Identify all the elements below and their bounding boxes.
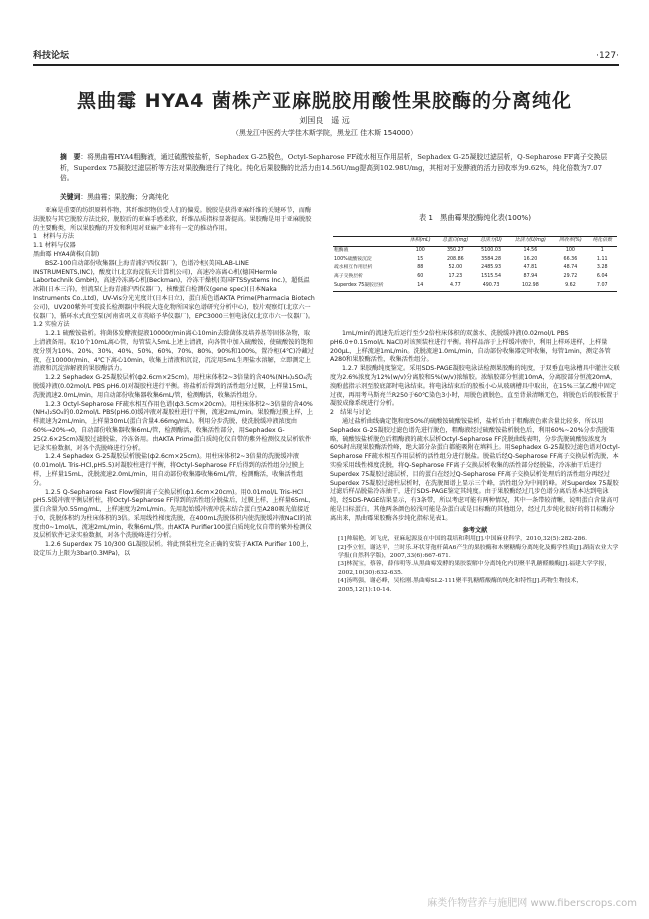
table-cell: 5100.03 [481, 247, 501, 253]
table-cell: 离子交换层析 [334, 274, 363, 280]
table-cell: 3584.28 [481, 256, 501, 262]
table-row [333, 273, 617, 282]
table-cell: 3.28 [596, 265, 608, 271]
section-heading: 黑曲霉 HYA4菌株(自制) [33, 250, 100, 258]
table-row [333, 264, 617, 273]
paragraph: 1.2.3 Octyl-Sepharose FF疏水相互作用色谱(ф3.5cm×20cm)。用柱床体积2~3倍量的含40%(NH₄)₂SO₄的0.02mol/L PBS(pH6.0)缓冲液对凝胶柱进行平衡，流速2mL/min。果胶酶过膜上样，上样流速为2mL/min，上样量30mL(蛋白含量4.66mg/mL)。利用分步洗脱，使洗脱缓冲液浓度由60%→20%→0，自动部份收集器收集6mL/管，检测酶活，收集活性部分，用Sephadex G-25(2.6×25cm)凝胶过滤脱盐，冷冻备用。由AKTA Prime蛋白质纯化仪自带的紫外检测仪及层析软件记录实验数据，对各个洗脱峰进行分析。 [33, 400, 314, 452]
table-cell: 100 [565, 247, 575, 253]
table-cell: 66.36 [563, 256, 578, 262]
table-cell: 48.74 [563, 265, 578, 271]
table-row [333, 282, 617, 291]
section-label: 科技论坛 [33, 51, 70, 61]
table-cell: Superdex 75凝胶层析 [333, 282, 405, 291]
paragraph: 1.2.5 Q-Sepharose Fast Flow强阴离子交换层析(ф1.6cm×20cm)。用0.01mol/L Tris-HCl pH5.5缓冲液平衡层析柱，将Octyl-Sepharose FF得到的活性组分脱盐后，过膜上样，上样量65mL，蛋白含量为0.55mg/mL，上样速度为2mL/min。先用起始缓冲液冲洗未结合蛋白至A280吸光值接近于0，洗脱体积约为柱床体积的3倍。采用线性梯度洗脱，在400mL洗脱体积内使洗脱缓冲液NaCl的浓度由0~1mol/L，流速2mL/min，收集6mL/管。由AKTA Purifier100蛋白质纯化仪自带的紫外检测仪及层析软件记录实验数据，对各个洗脱峰进行分析。 [33, 488, 315, 540]
table-cell: 60 [417, 274, 424, 280]
reference-item: [1]帅瑞艳，刘飞虎，亚麻起源及在中国的栽培和利用[J].中国麻业科学，2010,32(5):282-286. [338, 536, 588, 543]
table-cell: 87.94 [523, 274, 538, 280]
table-cell: 1.11 [596, 256, 608, 262]
table-cell: 490.73 [475, 282, 508, 291]
table-cell: 7.07 [588, 282, 617, 291]
table-cell: 14.56 [523, 247, 538, 253]
paragraph: 1.2.7 果胶酶纯度鉴定。采用SDS-PAGE凝胶电泳法检测果胶酶的纯度，于双垂直电泳槽具中灌注交联度为2.6%浓度为12%(w/v)分离胶和5%(w/v)浓缩胶。浓缩胶部分恒流10mA，分离胶部分恒流20mA，溴酚蓝指示剂至胶底部时电泳结束。将电泳结束后的胶板小心从玻璃槽具中取出，在15%三氯乙酸中固定过夜，再用考马斯亮兰R250于60℃染色3小时，用脱色液脱色，直至背景清晰无色，将脱色后的胶板置于凝胶成像系统进行分析。 [330, 365, 620, 408]
table-header-cell: 回收率(%) [553, 237, 587, 247]
purification-table [333, 236, 617, 292]
reference-item: [4]汤鸣强，谢必峰，吴松刚.黑曲霉SL2-111聚半乳糖醛酸酶的纯化和特性[J].药物生物技术，2005,12(1):10-14. [338, 578, 583, 593]
paragraph: 1.2.6 Superdex 75 10/300 GL凝胶层析。将此预装柱完全正确的安装于AKTA Purifier 100上，设定压力上限为3bar(0.3MPa)，以 [33, 541, 313, 558]
page-header [33, 50, 619, 66]
paragraph: 1.2.2 Sephadex G-25凝胶层析(ф2.6cm×25cm)。用柱床体积2~3倍量的含40%(NH₄)₂SO₄洗脱缓冲液(0.02mol/L PBS pH6.0)对凝胶柱进行平衡。将盐析后得到的活性组分过膜，上样量15mL，洗脱流速2.0mL/min，用自动部份收集器收集6mL/管，检测酶活，收集活性组分。 [33, 374, 313, 399]
table-cell: 2485.93 [481, 265, 501, 271]
paragraph: 1.2.1 硫酸铵盐析。将菌体发酵液提液10000r/min离心10min去除菌体及培养基等固体杂物，取上清液备用。取10个10mL离心管，每管装入5mL上述上清液，向各管中加入硫酸铵，使硫酸铵的饱和度分别为10%、20%、30%、40%、50%、60%、70%、80%、90%和100%，置冷柜(4℃)冷藏过夜，在10000r/min、4℃下离心10min，收集上清液和沉淀，沉淀用5mL生理盐水溶解，立即测定上清液和沉淀溶解液的果胶酶活力。 [33, 330, 314, 373]
paper-title: 黑曲霉 HYA4 菌株产亚麻脱胶用酸性果胶酶的分离纯化 [77, 90, 572, 112]
table-cell: 88 [417, 265, 424, 271]
table-cell: 102.98 [508, 282, 554, 291]
table-cell: 100 [415, 247, 425, 253]
table-header-cell [333, 237, 405, 247]
keywords-text: ：黑曲霉；果胶酶；分离纯化 [80, 193, 169, 201]
section-heading: 2 结果与讨论 [330, 409, 372, 417]
table-row [333, 256, 617, 265]
table-cell: 4.77 [436, 282, 475, 291]
abstract-text: ：将黑曲霉HYA4粗酶液，通过硫酸铵盐析，Sephadex G-25脱色，Octyl-Sepharose FF疏水相互作用层析，Sephadex G-25凝胶过滤层析，Q-Sepharose FF离子交换层析，Superdex 75凝胶过滤层析等方法对果胶酶进行了纯化。纯化后果胶酶的比活力由14.56U/mg提高到102.98U/mg，其相对于发酵液的活力回收率为9.62%，纯化倍数为7.07倍。 [60, 153, 608, 183]
abstract-label: 摘 要 [60, 153, 81, 161]
table-header-cell: 比活力(U/mg) [508, 237, 554, 247]
table-cell: 47.81 [523, 265, 538, 271]
abstract [60, 152, 609, 184]
table-header-cell: 纯化倍数 [588, 237, 617, 247]
table-cell: 29.72 [563, 274, 578, 280]
reference-item: [2]李立恒，谢达平，兰时乐.环状芽孢杆菌A6产生的果胶酶和木聚糖酶分离纯化及酶学性质[J].湖南农业大学学报(自然科学版)，2007,33(6):667-671. [338, 544, 619, 560]
table-cell: 1 [600, 247, 604, 253]
reference-item: [3]林滉宝，蔡蓉，薛伟明等.从黑曲霉发酵的果胶裂解中分离纯化内切聚半乳糖醛酸酶[J].福建大学学报，2002,10(30):632-635. [338, 561, 611, 576]
right-column [330, 330, 620, 594]
references-heading: 参考文献 [462, 526, 488, 534]
page-number: ·127· [596, 51, 619, 61]
affiliation: （黑龙江中医药大学佳木斯学院，黑龙江 佳木斯 154000） [231, 129, 418, 137]
table-cell: 208.86 [446, 256, 464, 262]
paragraph: 1mL/min的流速先后运行至少2倍柱床体积的双蒸水、洗脱缓冲液(0.02mol/L PBS pH6.0+0.15mol/L NaCl)对该预装柱进行平衡。将样品溶于上样缓冲液中，利用上样环进样，上样量200μL，上样流速1mL/min。洗脱流速1.0mL/min，自动部份收集器定时收集，每管1min，测定各管A280和果胶酶活性，收集活性组分。 [330, 330, 611, 364]
table-header-cell: 总蛋白(mg) [436, 237, 475, 247]
paragraph: 1.2.4 Sephadex G-25凝胶层析脱盐(ф2.6cm×25cm)。用柱床体积2~3倍量的洗脱缓冲液(0.01mol/L Tris-HCl,pH5.5)对凝胶柱进行平衡，将Octyl-Sepharose FF后得到的活性组分过膜上样，上样量15mL，洗脱流速2.0mL/min，用自动部份收集器收集6mL/管，检测酶活，收集活性组分。 [33, 453, 305, 487]
table-caption: 表 1 黑曲霉果胶酶纯化表(100%) [418, 213, 532, 222]
table-cell: 100%硫酸铵沉淀 [334, 256, 372, 262]
watermark: 麻类作物营养与施肥网 www.fiberscrops.com [427, 897, 637, 909]
table-cell: 17.23 [448, 274, 463, 280]
table-cell: 疏水相互作用层析 [334, 265, 373, 271]
paragraph: 亚麻是重要的纺织原料作物，其纤维织物倍受人们的偏爱。脱胶是获得亚麻纤维的关键环节，而酶法脱胶与其它脱胶方法比较，脱胶后的亚麻手感柔软，纤维品质指标显著提高。果胶酶是用于亚麻脱胶的主要酶类，所以果胶酶的开发和利用对亚麻产业将有一定的推动作用。 [33, 207, 312, 232]
section-heading: 1 材料与方法 [33, 233, 75, 241]
table-cell: 15 [417, 256, 424, 262]
table-cell: 9.62 [553, 282, 587, 291]
table-cell: 14 [405, 282, 436, 291]
table-row [333, 246, 617, 255]
section-heading: 1.1 材料与仪器 [33, 242, 76, 250]
keywords [60, 193, 609, 203]
keywords-label: 关键词 [60, 193, 81, 201]
table-cell: 1515.54 [481, 274, 501, 280]
section-heading: 1.2 实验方法 [33, 321, 70, 329]
table-cell: 粗酶液 [334, 247, 349, 253]
table-header-cell: 总活力(U) [475, 237, 508, 247]
table-cell: 6.04 [596, 274, 608, 280]
table-cell: 52.00 [448, 265, 463, 271]
table-cell: 16.20 [523, 256, 538, 262]
table-header-cell: 体积(mL) [405, 237, 436, 247]
authors: 刘国良 遥 远 [299, 116, 350, 125]
paragraph: BSZ-100自动部份收集器(上海青浦沪西仪器厂)，色谱冷柜(美国LAB-LINE INSTRUMENTS,INC)，酸度计(北京海淀航天计算机公司)，高速冷冻离心机(德国Hermle Labortechnik GmbH)，高速冷冻离心机(Beckman)，冷冻干燥机(美国FTSSystems Inc.)，超低温冰箱(日本三洋)，恒流泵(上海青浦沪西仪器厂)，核酸蛋白检测仪(gene spec)(日本Naka Instruments Co.,Ltd)，UV-Vis分光光度计(日本日立)，蛋白质色谱AKTA Prime(Pharmacia Biotech公司)，UV200紫外可变波长检测器(中科院大连化物所国家色谱研究分析中心)，胶片观察灯(北京六一仪器厂)，循环水式真空泵(河南省巩义市英峪予华仪器厂)，EPC3000三恒电泳仪(北京市六一仪器厂)。 [33, 259, 315, 320]
left-column [33, 207, 315, 559]
table-cell: 350.27 [446, 247, 464, 253]
paragraph: 通过盐析曲线确定饱和度50%的硫酸铵硫酸铵盐析，盐析后由于粗酶液色素含量比较多，所以用Sephadex G-25凝胶过滤色谱先进行脱色，粗酶液经过硫酸铵盐析脱色后，利用60%~20%分步洗脱策略，硫酸铵盐析脱色后粗酶液的疏水层析Octyl-Sepharose FF洗脱曲线表明，分步洗脱硫酸铵浓度为60%时出现果胶酶活性峰，绝大部分杂蛋白都能吸附在填料上。用Sephadex G-25凝胶过滤色谱对Octyl-Sepharose FF疏水相互作用层析的活性组分进行脱盐。脱盐后经Q-Sepharose FF离子交换层析洗脱，本实验采用线性梯度洗脱，将Q-Sepharose FF离子交换层析收集的活性部分经脱盐，冷冻抽干后进行Superdex 75凝胶过滤层析，目的蛋白在经过Q-Sepharose FF离子交换层析处理后的活性组分再经过Superdex 75凝胶过滤柱层析时，在洗脱图谱上显示三个峰，活性组分为中间的峰。对Superdex 75凝胶过滤后样品脱盐冷冻抽干，进行SDS-PAGE鉴定其纯度。由于果胶酶经过几步色谱分离后基本达到电泳纯，经SDS-PAGE结果显示，有3条带，所以考虑可能有两种情况，其中一条带较清晰，说明蛋白含量高可能是目标蛋白，其他两条颜色较浅可能是杂蛋白或是目标酶的其他组分，经过几步纯化很好的将目标酶分离出来，黑曲霉果胶酶各步纯化指标见表1。 [330, 417, 620, 522]
